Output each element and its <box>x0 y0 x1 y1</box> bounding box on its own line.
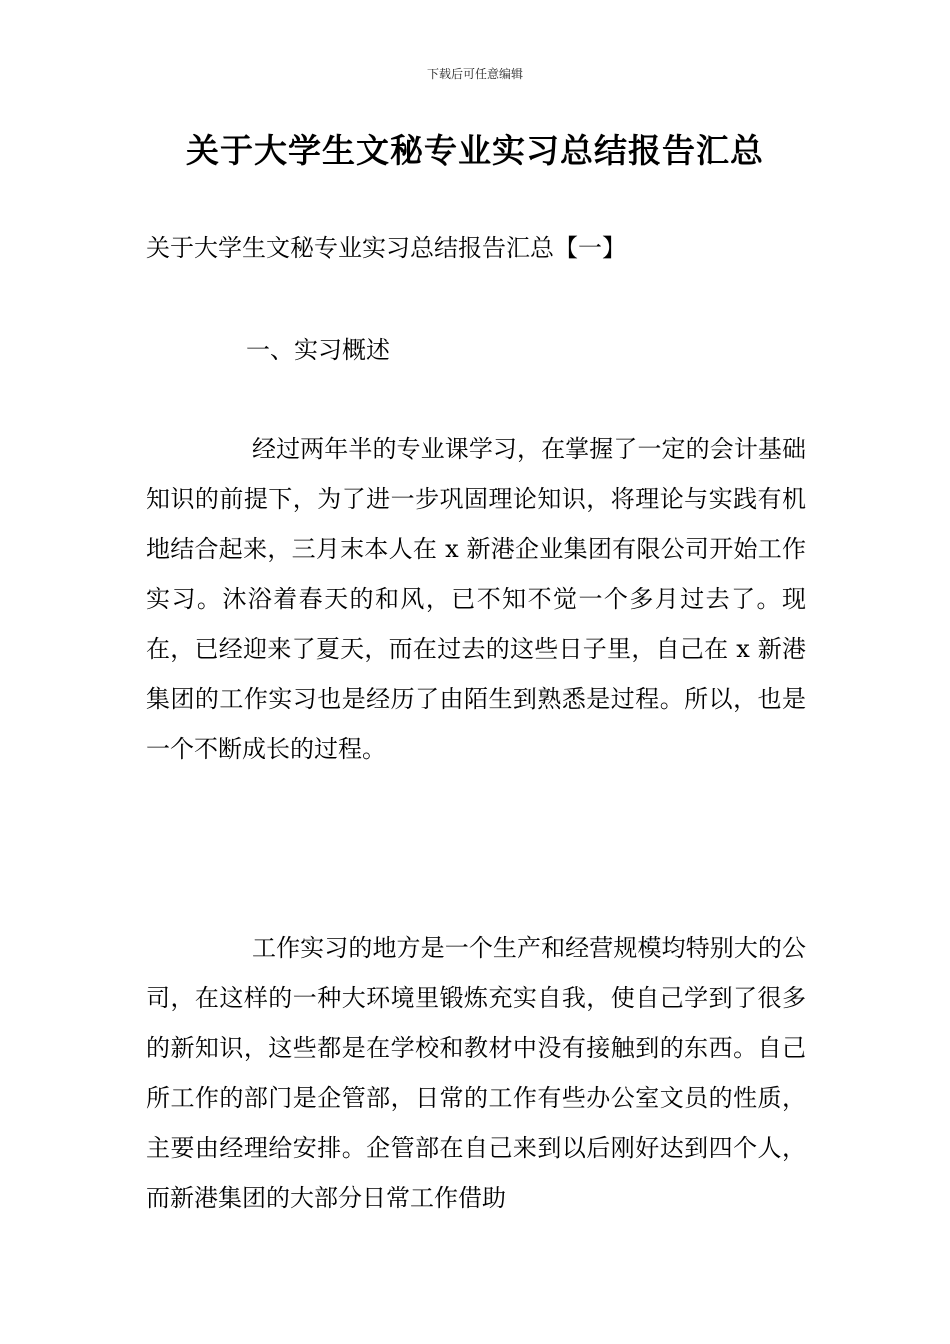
paragraph-2: 工作实习的地方是一个生产和经营规模均特别大的公司，在这样的一种大环境里锻炼充实自我，使自己学到了很多的新知识，这些都是在学校和教材中没有接触到的东西。自己所工作的部门是企管部，日常的工作有些办公室文员的性质，主要由经理给安排。企管部在自己来到以后刚好达到四个人，而新港集团的大部分日常工作借助 <box>146 934 806 1212</box>
document-title: 关于大学生文秘专业实习总结报告汇总 <box>186 131 764 170</box>
header-note: 下载后可任意编辑 <box>426 67 523 81</box>
paragraph-1: 经过两年半的专业课学习，在掌握了一定的会计基础知识的前提下，为了进一步巩固理论知识，将理论与实践有机地结合起来，三月末本人在 x 新港企业集团有限公司开始工作实习。沐浴着春天的和风，已不知不觉一个多月过去了。现在，已经迎来了夏天，而在过去的这些日子里，自己在 x 新港集团的工作实习也是经历了由陌生到熟悉是过程。所以，也是一个不断成长的过程。 <box>146 435 806 763</box>
heading-overview: 一、实习概述 <box>246 336 390 364</box>
section-title: 关于大学生文秘专业实习总结报告汇总【一】 <box>146 234 626 262</box>
